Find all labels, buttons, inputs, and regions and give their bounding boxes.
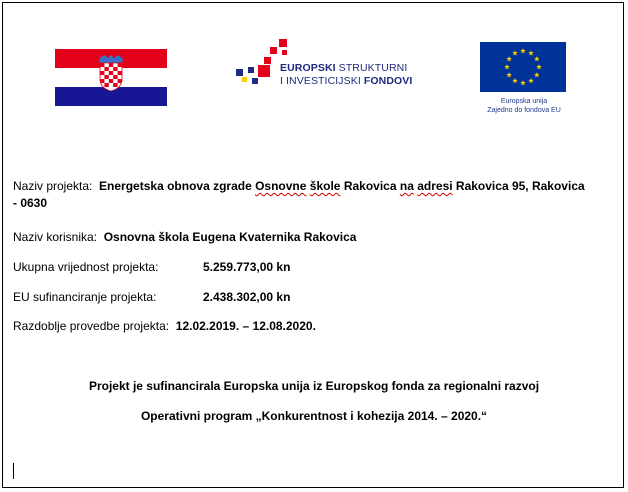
esif-line1-bold: EUROPSKI: [280, 62, 336, 74]
text-cursor[interactable]: [13, 463, 14, 479]
field-naziv-korisnika: [13, 229, 356, 246]
eu-star-icon: [512, 78, 518, 83]
eu-caption: [480, 97, 568, 115]
field-label: Ukupna vrijednost projekta:: [13, 260, 159, 274]
field-ukupna-vrijednost: [13, 259, 291, 276]
field-label: EU sufinanciranje projekta:: [13, 290, 157, 304]
field-value-line2: - 0630: [13, 196, 48, 210]
eu-star-icon: [528, 78, 534, 83]
eu-stars: [480, 42, 566, 92]
field-razdoblje: [13, 318, 316, 335]
field-value: 2.438.302,00 kn: [203, 290, 291, 304]
eu-star-icon: [520, 48, 526, 53]
esif-line1-rest: STRUKTURNI: [335, 62, 408, 74]
croatian-flag-logo: [55, 49, 167, 106]
eu-star-icon: [536, 64, 542, 69]
eu-star-icon: [504, 64, 510, 69]
eu-star-icon: [528, 50, 534, 55]
esif-logo: [232, 37, 412, 107]
spellcheck-word: škole: [309, 179, 341, 193]
field-eu-sufinanciranje: [13, 289, 291, 306]
eu-star-icon: [534, 72, 540, 77]
eu-logo: [480, 42, 568, 124]
field-label: Naziv projekta:: [13, 179, 93, 193]
value-part: Rakovica 95, Rakovica: [452, 179, 585, 193]
footer-line2: Operativni program „Konkurentnost i kohezija 2014. – 2020.“: [140, 409, 488, 423]
spellcheck-word: na: [399, 179, 414, 193]
value-part: Energetska obnova zgrade: [99, 179, 256, 193]
esif-text: [280, 62, 412, 88]
eu-caption-line2: Zajedno do fondova EU: [487, 107, 561, 114]
eu-star-icon: [534, 56, 540, 61]
field-value: Osnovna škola Eugena Kvaternika Rakovica: [103, 230, 357, 244]
eu-star-icon: [506, 72, 512, 77]
field-value: 12.02.2019. – 12.08.2020.: [175, 319, 316, 333]
field-naziv-projekta: [13, 178, 585, 212]
eu-star-icon: [520, 80, 526, 85]
value-part: Rakovica: [340, 179, 400, 193]
footer-line1: Projekt je sufinancirala Europska unija iz Europskog fonda za regionalni razvoj: [88, 379, 540, 393]
field-value: [99, 179, 585, 193]
eu-caption-line1: Europska unija: [500, 98, 548, 105]
spellcheck-word: adresi: [417, 179, 453, 193]
eu-star-icon: [512, 50, 518, 55]
field-label: Naziv korisnika:: [13, 230, 98, 244]
eu-star-icon: [506, 56, 512, 61]
coat-of-arms-icon: [98, 55, 124, 91]
field-label: Razdoblje provedbe projekta:: [13, 319, 170, 333]
esif-line2-rest: I INVESTICIJSKI: [280, 75, 364, 87]
esif-line2-bold: FONDOVI: [363, 75, 413, 87]
field-value: 5.259.773,00 kn: [203, 260, 291, 274]
spellcheck-word: Osnovne: [255, 179, 307, 193]
eu-flag-icon: [480, 42, 566, 92]
